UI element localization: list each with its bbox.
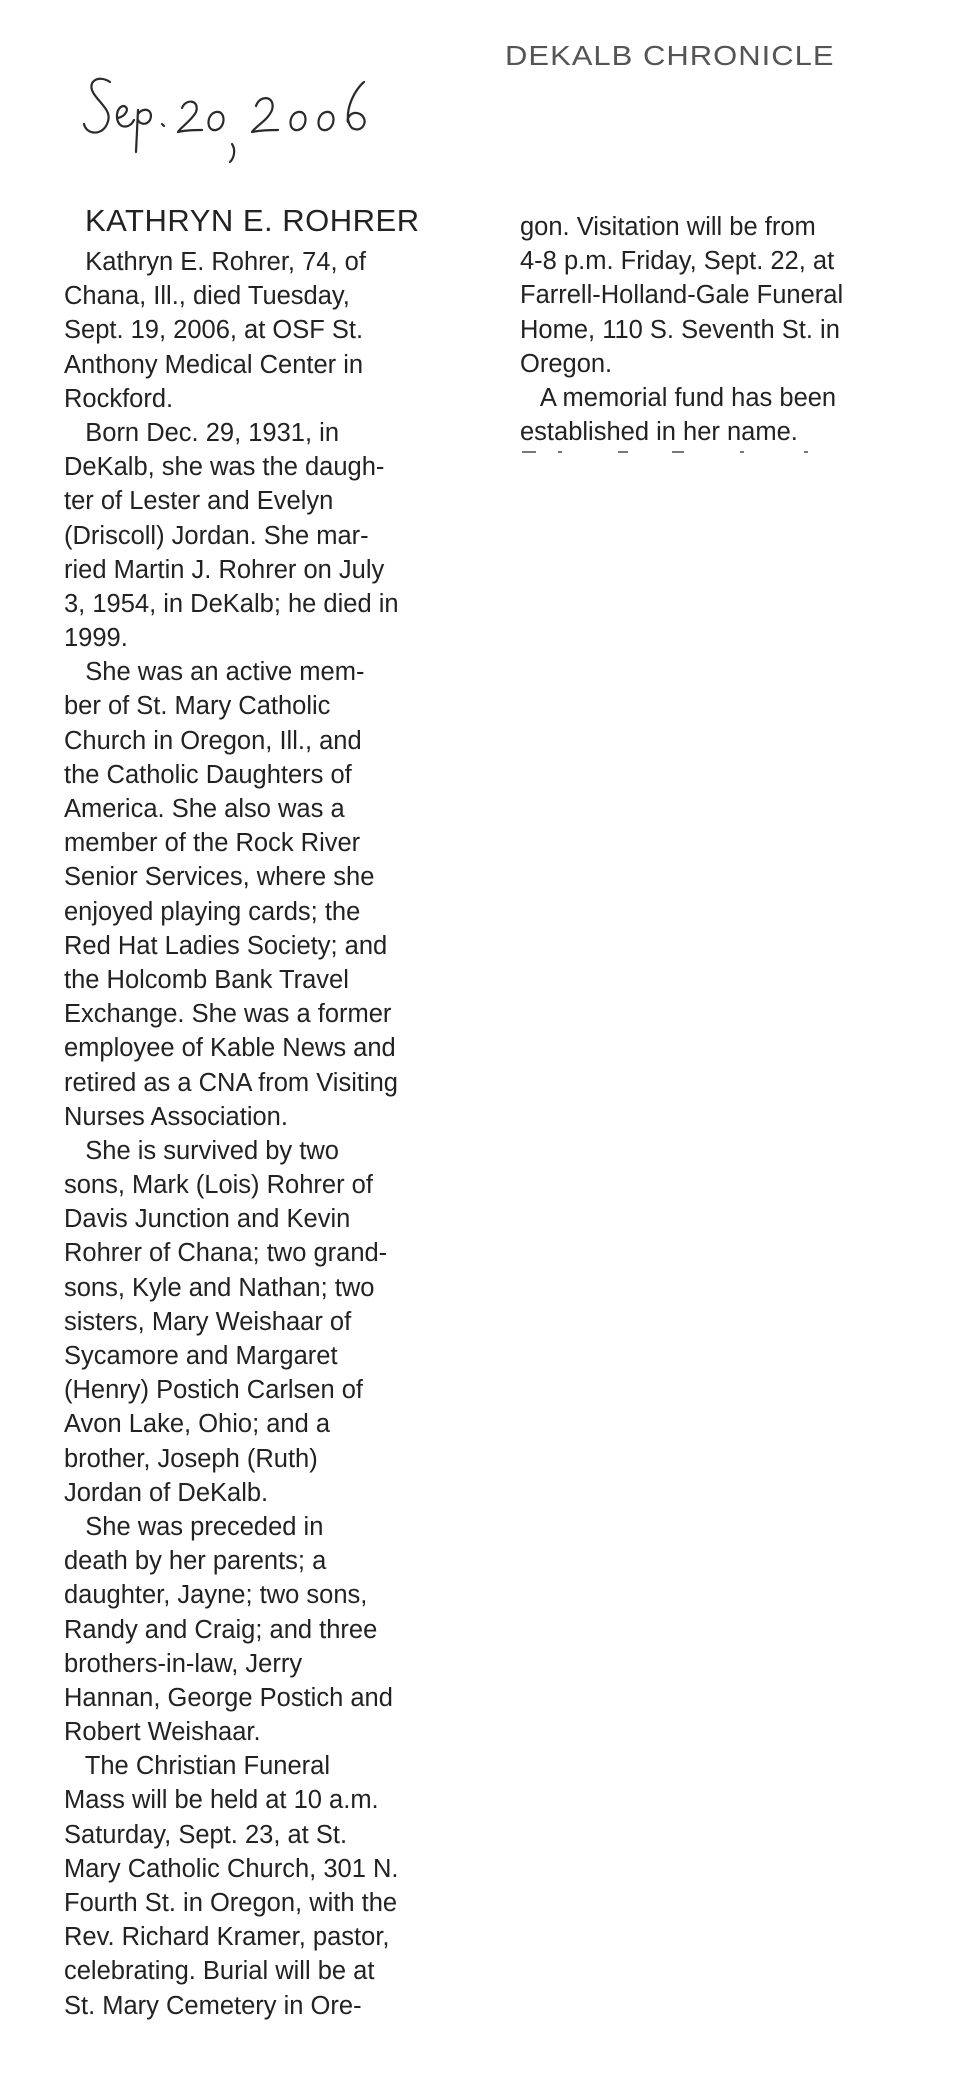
text-line: sisters, Mary Weishaar of bbox=[64, 1307, 352, 1336]
text-line: Home, 110 S. Seventh St. in bbox=[520, 315, 840, 344]
text-line: member of the Rock River bbox=[64, 829, 361, 858]
text-line: Born Dec. 29, 1931, in bbox=[64, 418, 339, 447]
text-line: daughter, Jayne; two sons, bbox=[64, 1581, 368, 1610]
text-line: 1999. bbox=[64, 624, 128, 653]
text-line: Avon Lake, Ohio; and a bbox=[64, 1410, 331, 1439]
text-line: sons, Mark (Lois) Rohrer of bbox=[64, 1171, 373, 1200]
newspaper-masthead-stamp: DEKALB CHRONICLE bbox=[505, 39, 835, 72]
text-line: retired as a CNA from Visiting bbox=[64, 1068, 398, 1097]
text-line: She is survived by two bbox=[64, 1136, 339, 1165]
text-line: Farrell-Holland-Gale Funeral bbox=[520, 281, 844, 310]
text-line: Exchange. She was a former bbox=[64, 1000, 392, 1029]
text-line: Hannan, George Postich and bbox=[64, 1683, 393, 1712]
text-line: Fourth St. in Oregon, with the bbox=[64, 1889, 398, 1917]
text-line: brother, Joseph (Ruth) bbox=[64, 1444, 318, 1473]
text-line: Mass will be held at 10 a.m. bbox=[64, 1786, 379, 1815]
left-column bbox=[64, 245, 464, 2023]
text-line: ber of St. Mary Catholic bbox=[64, 692, 331, 721]
text-line: death by her parents; a bbox=[64, 1547, 327, 1576]
text-line: ter of Lester and Evelyn bbox=[64, 487, 334, 516]
text-line: Sept. 19, 2006, at OSF St. bbox=[64, 316, 364, 345]
text-line: The Christian Funeral bbox=[64, 1752, 330, 1781]
text-line: Nurses Association. bbox=[64, 1102, 288, 1131]
text-line: A memorial fund has been bbox=[520, 383, 837, 412]
text-line: Randy and Craig; and three bbox=[64, 1615, 378, 1644]
text-line: Rohrer of Chana; two grand- bbox=[64, 1239, 388, 1268]
right-column bbox=[520, 210, 920, 449]
text-line: Sycamore and Margaret bbox=[64, 1342, 338, 1370]
text-line: America. She also was a bbox=[64, 795, 345, 823]
text-line: Rockford. bbox=[64, 384, 174, 413]
text-line: Davis Junction and Kevin bbox=[64, 1205, 351, 1234]
text-line: enjoyed playing cards; the bbox=[64, 897, 361, 926]
text-line: 4-8 p.m. Friday, Sept. 22, at bbox=[520, 247, 835, 276]
text-line: Red Hat Ladies Society; and bbox=[64, 931, 388, 960]
text-line: Kathryn E. Rohrer, 74, of bbox=[64, 248, 366, 276]
text-line: gon. Visitation will be from bbox=[520, 213, 816, 241]
text-line: Church in Oregon, Ill., and bbox=[64, 726, 362, 755]
text-line: Chana, Ill., died Tuesday, bbox=[64, 282, 350, 311]
text-line: She was an active mem- bbox=[64, 658, 365, 687]
text-line: employee of Kable News and bbox=[64, 1034, 396, 1063]
obituary-heading: KATHRYN E. ROHRER bbox=[85, 203, 420, 238]
cut-off-line-remnant bbox=[522, 449, 822, 459]
text-line: Jordan of DeKalb. bbox=[64, 1478, 269, 1507]
text-line: 3, 1954, in DeKalb; he died in bbox=[64, 589, 399, 618]
text-line: (Henry) Postich Carlsen of bbox=[64, 1376, 364, 1405]
text-line: celebrating. Burial will be at bbox=[64, 1957, 375, 1986]
text-line: Mary Catholic Church, 301 N. bbox=[64, 1854, 399, 1883]
text-line: sons, Kyle and Nathan; two bbox=[64, 1273, 375, 1302]
text-line: brothers-in-law, Jerry bbox=[64, 1649, 303, 1678]
text-line: the Holcomb Bank Travel bbox=[64, 965, 349, 994]
handwritten-date bbox=[80, 60, 480, 180]
text-line: DeKalb, she was the daugh- bbox=[64, 453, 385, 482]
text-line: Rev. Richard Kramer, pastor, bbox=[64, 1923, 390, 1952]
text-line: She was preceded in bbox=[64, 1512, 324, 1541]
text-line: Senior Services, where she bbox=[64, 863, 375, 892]
text-line: Anthony Medical Center in bbox=[64, 350, 364, 379]
text-line: Robert Weishaar. bbox=[64, 1718, 261, 1747]
text-line: (Driscoll) Jordan. She mar- bbox=[64, 521, 369, 550]
text-line: St. Mary Cemetery in Ore- bbox=[64, 1991, 362, 2020]
text-line: Oregon. bbox=[520, 349, 613, 378]
text-line: the Catholic Daughters of bbox=[64, 760, 352, 789]
text-line: established in her name. bbox=[520, 418, 798, 447]
text-line: Saturday, Sept. 23, at St. bbox=[64, 1820, 348, 1849]
text-line: ried Martin J. Rohrer on July bbox=[64, 555, 385, 584]
